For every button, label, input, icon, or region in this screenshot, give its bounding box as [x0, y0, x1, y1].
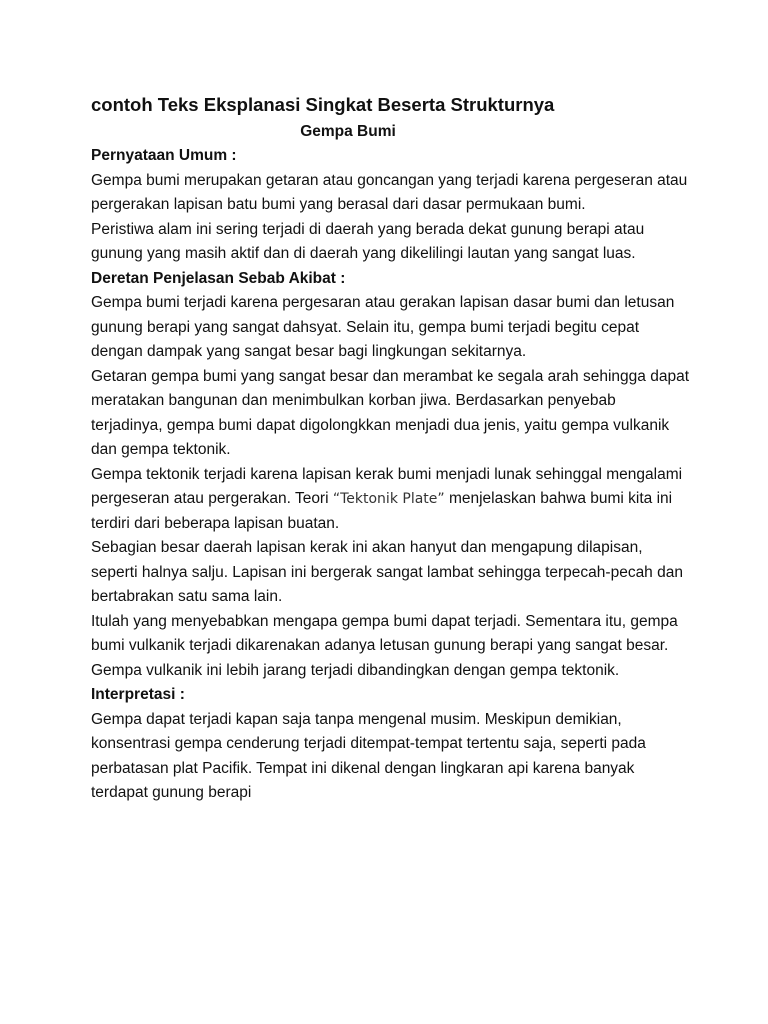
section-heading-general: Pernyataan Umum :	[91, 147, 237, 164]
paragraph-tektonik	[91, 463, 691, 537]
paragraph: Gempa bumi terjadi karena pergesaran atau gerakan lapisan dasar bumi dan letusan gunung berapi yang sangat dahsyat. Selain itu, gempa bumi terjadi begitu cepat dengan dampak yang sangat besar bagi lingkungan sekitarnya.	[91, 294, 675, 360]
paragraph: Sebagian besar daerah lapisan kerak ini akan hanyut dan mengapung dilapisan, seperti halnya salju. Lapisan ini bergerak sangat lambat sehingga terpecah-pecah dan bertabrakan satu sama lain.	[91, 539, 683, 605]
paragraph: Gempa dapat terjadi kapan saja tanpa mengenal musim. Meskipun demikian, konsentrasi gempa cenderung terjadi ditempat-tempat tertentu saja, seperti pada perbatasan plat Pacifik. Tempat ini dikenal dengan lingkaran api karena banyak terdapat gunung berapi	[91, 710, 646, 801]
section-heading-interpretation: Interpretasi :	[91, 686, 185, 703]
document-title: contoh Teks Eksplanasi Singkat Beserta Strukturnya	[91, 94, 555, 115]
section-heading-explanation: Deretan Penjelasan Sebab Akibat :	[91, 269, 346, 287]
document-body	[91, 92, 691, 806]
paragraph: Getaran gempa bumi yang sangat besar dan merambat ke segala arah sehingga dapat meratakan bangunan dan menimbulkan korban jiwa. Berdasarkan penyebab terjadinya, gempa bumi dapat digolongkkan menjadi dua jenis, yaitu gempa vulkanik dan gempa tektonik.	[91, 367, 689, 458]
paragraph-text: menjelaskan bahwa bumi kita ini terdiri dari beberapa lapisan buatan.	[91, 490, 673, 532]
paragraph-text: Gempa tektonik terjadi karena lapisan kerak bumi menjadi lunak sehinggal mengalami pergeseran atau pergerakan. Teori	[91, 465, 683, 507]
quoted-theory-name: “Tektonik Plate”	[332, 491, 445, 507]
paragraph: Itulah yang menyebabkan mengapa gempa bumi dapat terjadi. Sementara itu, gempa bumi vulkanik terjadi dikarenakan adanya letusan gunung berapi yang sangat besar. Gempa vulkanik ini lebih jarang terjadi dibandingkan dengan gempa tektonik.	[91, 612, 678, 679]
paragraph: Peristiwa alam ini sering terjadi di daerah yang berada dekat gunung berapi atau gunung yang masih aktif dan di daerah yang dikelilingi lautan yang sangat luas.	[91, 220, 645, 262]
paragraph: Gempa bumi merupakan getaran atau goncangan yang terjadi karena pergeseran atau pergerakan lapisan batu bumi yang berasal dari dasar permukaan bumi.	[91, 171, 688, 213]
document-subtitle: Gempa Bumi	[300, 123, 396, 140]
